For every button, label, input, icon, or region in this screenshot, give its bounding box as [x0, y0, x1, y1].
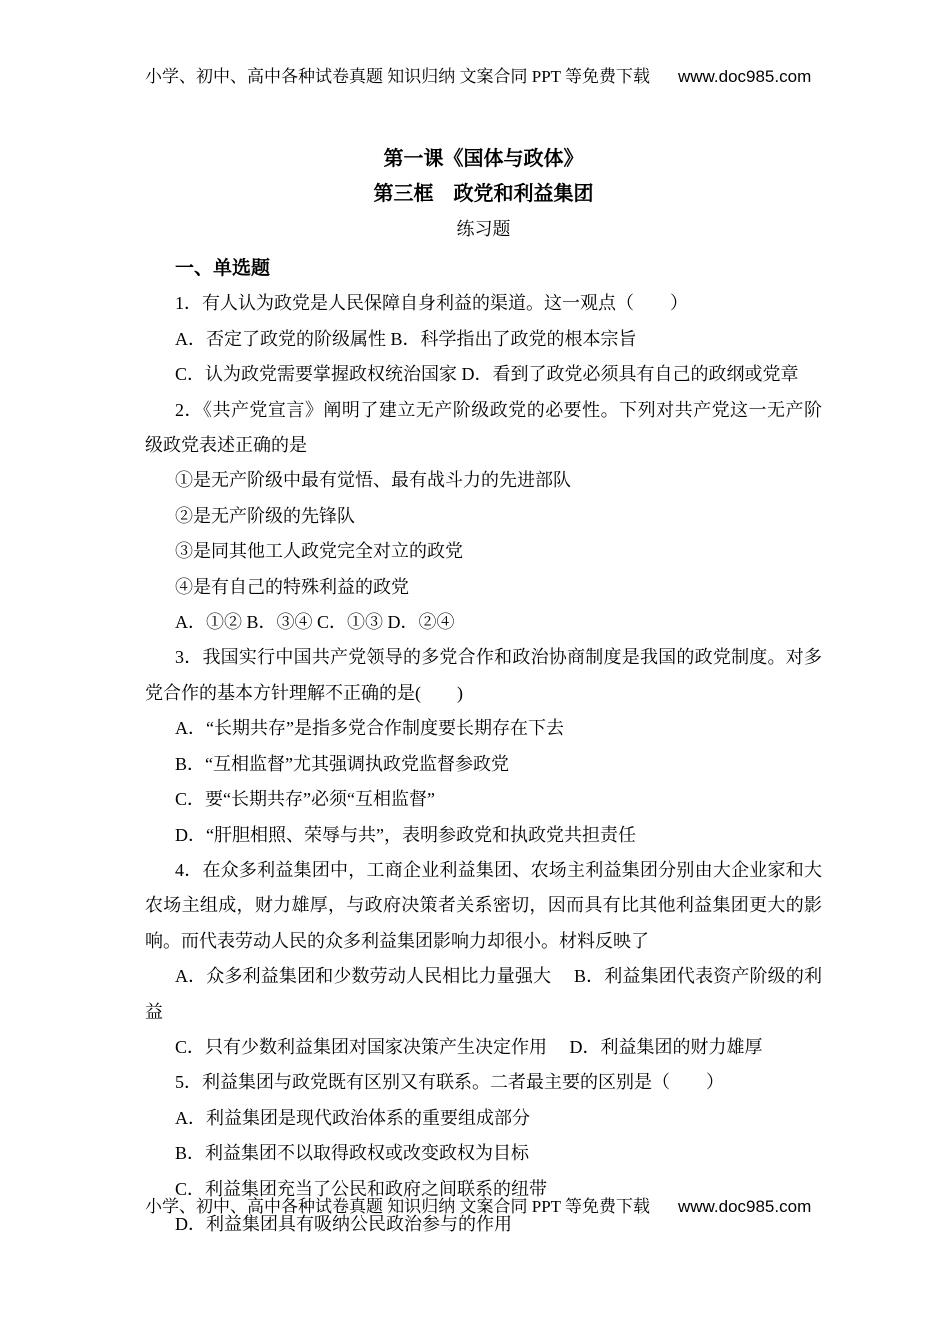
question-row: D．利益集团具有吸纳公民政治参与的作用 [175, 1213, 512, 1234]
footer-site-url: www.doc985.com [678, 1197, 812, 1216]
question-list [145, 251, 822, 1242]
question-stem: 3．我国实行中国共产党领导的多党合作和政治协商制度是我国的政党制度。对多党合作的基本方针理解不正确的是( ) [145, 647, 822, 703]
page-header [145, 62, 845, 87]
question-row: ④是有自己的特殊利益的政党 [175, 576, 409, 597]
header-text: 小学、初中、高中各种试卷真题 知识归纳 文案合同 PPT 等免费下载 [145, 67, 650, 86]
question-stem: 4．在众多利益集团中，工商企业利益集团、农场主利益集团分别由大企业家和大农场主组成，财力雄厚，与政府决策者关系密切，因而具有比其他利益集团更大的影响。而代表劳动人民的众多利益集团影响力却很小。材料反映了 [145, 859, 822, 951]
title-block [145, 142, 822, 247]
question-row: C．只有少数利益集团对国家决策产生决定作用 D．利益集团的财力雄厚 [175, 1036, 763, 1057]
question-row: D．“肝胆相照、荣辱与共”，表明参政党和执政党共担责任 [175, 824, 636, 845]
question-row: C．要“长期共存”必须“互相监督” [175, 789, 435, 810]
question-row: ②是无产阶级的先锋队 [175, 505, 355, 526]
lesson-title: 第一课《国体与政体》 [383, 148, 584, 170]
section-heading: 一、单选题 [175, 258, 271, 279]
question-row: C．利益集团充当了公民和政府之间联系的纽带 [175, 1178, 548, 1199]
question-row: A．利益集团是现代政治体系的重要组成部分 [175, 1107, 530, 1128]
question-stem: 1．有人认为政党是人民保障自身利益的渠道。这一观点（ ） [175, 293, 688, 314]
question-row: C．认为政党需要掌握政权统治国家 D．看到了政党必须具有自己的政纲或党章 [175, 364, 799, 385]
question-row: A．①② B．③④ C．①③ D．②④ [175, 612, 455, 633]
question-stem: 2．《共产党宣言》阐明了建立无产阶级政党的必要性。下列对共产党这一无产阶级政党表述正确的是 [145, 399, 822, 456]
header-site-url: www.doc985.com [678, 67, 812, 86]
question-row: B．利益集团不以取得政权或改变政权为目标 [175, 1143, 530, 1164]
question-stem: 5．利益集团与政党既有区别又有联系。二者最主要的区别是（ ） [175, 1072, 724, 1093]
exercise-title: 练习题 [456, 219, 511, 239]
question-row: ③是同其他工人政党完全对立的政党 [175, 541, 463, 562]
page-footer [145, 1192, 845, 1217]
question-row: ①是无产阶级中最有觉悟、最有战斗力的先进部队 [175, 470, 571, 491]
question-row: A．众多利益集团和少数劳动人民相比力量强大 B．利益集团代表资产阶级的利益 [145, 966, 822, 1022]
frame-title: 第三框 政党和利益集团 [373, 183, 594, 205]
question-row: A．“长期共存”是指多党合作制度要长期存在下去 [175, 718, 564, 739]
footer-text: 小学、初中、高中各种试卷真题 知识归纳 文案合同 PPT 等免费下载 [145, 1197, 650, 1216]
question-row: B．“互相监督”尤其强调执政党监督参政党 [175, 753, 509, 774]
question-row: A．否定了政党的阶级属性 B．科学指出了政党的根本宗旨 [175, 328, 637, 349]
